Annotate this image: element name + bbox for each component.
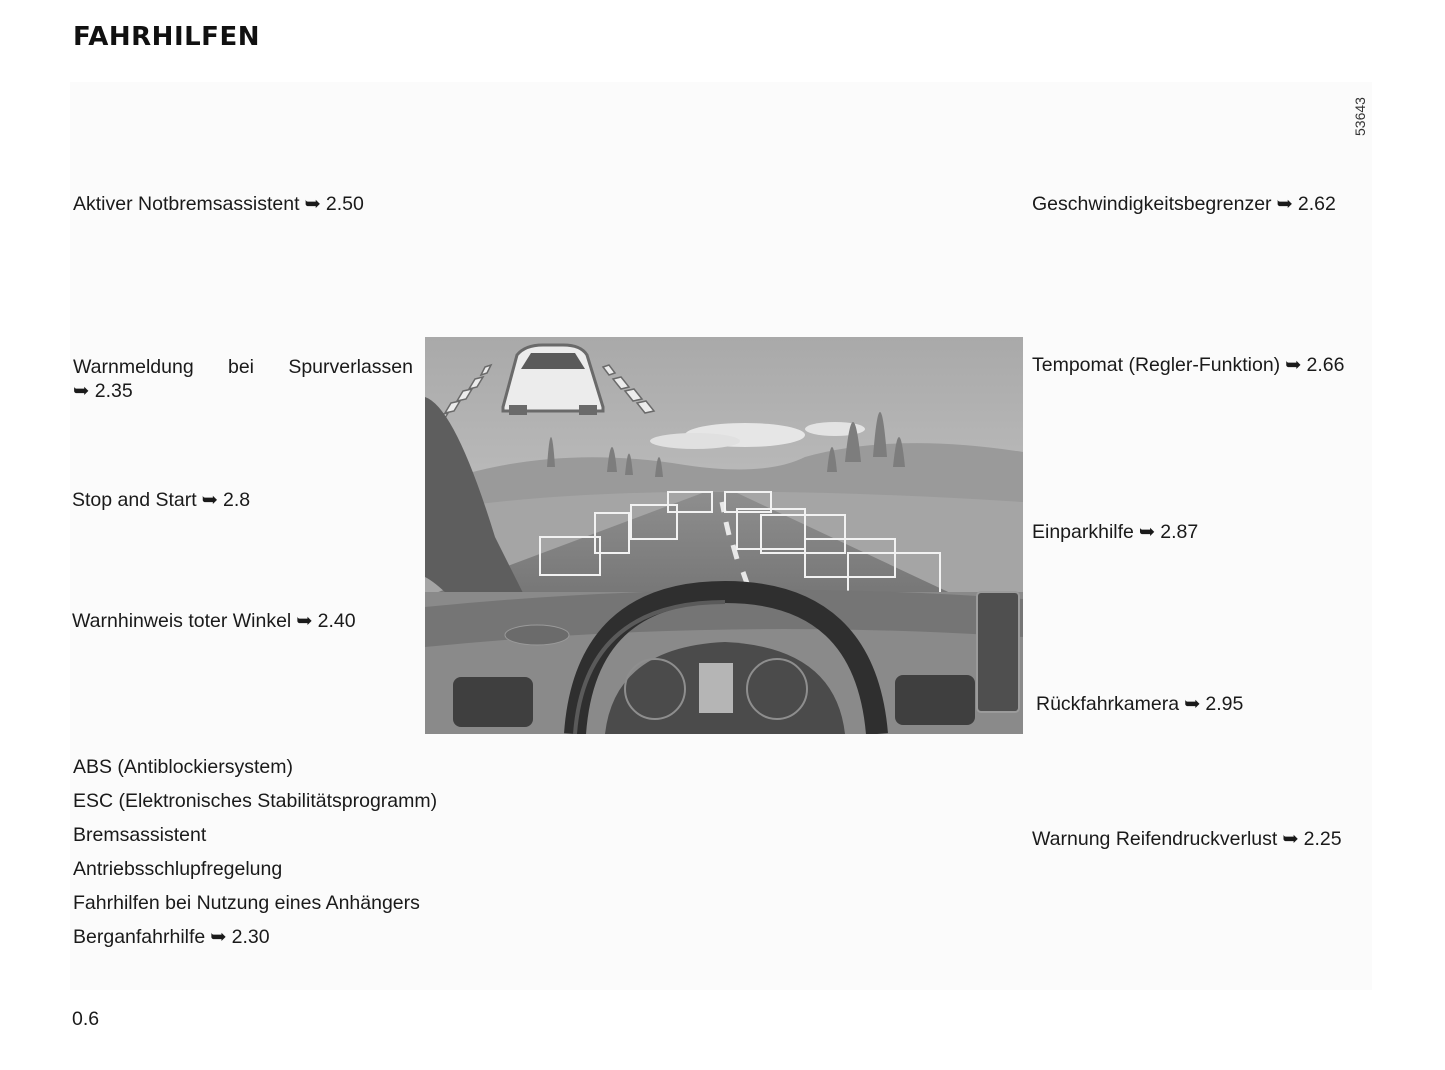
label-rueckfahrkamera	[1036, 692, 1243, 716]
label-text: Einparkhilfe	[1032, 521, 1134, 543]
driving-aids-list	[73, 755, 437, 959]
list-item: Fahrhilfen bei Nutzung eines Anhängers	[73, 892, 420, 914]
label-reifendruckverlust	[1032, 827, 1342, 851]
list-item: ESC (Elektronisches Stabilitätsprogramm)	[73, 790, 438, 812]
label-text: Warnung Reifendruckverlust	[1032, 828, 1278, 850]
label-text: Warnhinweis toter Winkel	[72, 610, 292, 632]
cockpit-illustration	[425, 337, 1023, 734]
label-einparkhilfe	[1032, 520, 1198, 544]
page-reference: 2.30	[231, 926, 270, 948]
label-text: Geschwindigkeitsbegrenzer	[1032, 193, 1272, 215]
page-reference: 2.25	[1303, 828, 1342, 850]
label-stop-and-start	[72, 488, 250, 512]
cloud	[650, 433, 740, 449]
arrow-icon: ➥	[1285, 354, 1302, 376]
cluster-display	[699, 663, 733, 713]
page-number: 0.6	[72, 1008, 100, 1030]
arrow-icon: ➥	[1276, 193, 1293, 215]
page-reference: 2.66	[1306, 354, 1345, 376]
label-word: bei	[227, 356, 255, 378]
page-reference: 2.40	[317, 610, 356, 632]
list-item	[73, 925, 437, 959]
label-toter-winkel	[72, 609, 356, 633]
arrow-icon: ➥	[201, 489, 219, 511]
arrow-icon: ➥	[1282, 828, 1299, 850]
figure-reference-number: 53643	[1352, 97, 1368, 136]
arrow-icon: ➥	[304, 193, 321, 215]
label-notbremsassistent	[73, 192, 364, 216]
label-text: Tempomat (Regler-Funktion)	[1032, 354, 1281, 376]
page-reference: 2.8	[223, 489, 251, 511]
list-item: ABS (Antiblockiersystem)	[73, 756, 293, 778]
list-item: Bremsassistent	[73, 824, 207, 846]
page-title: FAHRHILFEN	[73, 22, 260, 52]
arrow-icon: ➥	[1138, 521, 1156, 543]
label-text: Stop and Start	[72, 489, 197, 511]
page-reference: 2.87	[1160, 521, 1199, 543]
label-spurverlassen	[73, 355, 413, 403]
page-reference: 2.50	[325, 193, 364, 215]
arrow-icon: ➥	[1184, 693, 1201, 715]
label-text: Aktiver Notbremsassistent	[73, 193, 300, 215]
page-reference: 2.95	[1205, 693, 1244, 715]
mount	[505, 625, 569, 645]
label-geschwindigkeitsbegrenzer	[1032, 192, 1336, 216]
page-reference: 2.62	[1297, 193, 1336, 215]
label-text: Rückfahrkamera	[1036, 693, 1180, 715]
arrow-icon: ➥	[210, 926, 227, 948]
list-item: Antriebsschlupfregelung	[73, 858, 283, 880]
center-screen	[977, 592, 1019, 712]
label-word: Spurverlassen	[288, 356, 413, 378]
arrow-icon: ➥	[296, 610, 313, 632]
page-reference: 2.35	[94, 380, 133, 402]
arrow-icon: ➥	[73, 380, 90, 402]
label-word: Warnmeldung	[73, 356, 194, 378]
label-text: Berganfahrhilfe	[73, 926, 206, 948]
label-tempomat	[1032, 353, 1344, 377]
